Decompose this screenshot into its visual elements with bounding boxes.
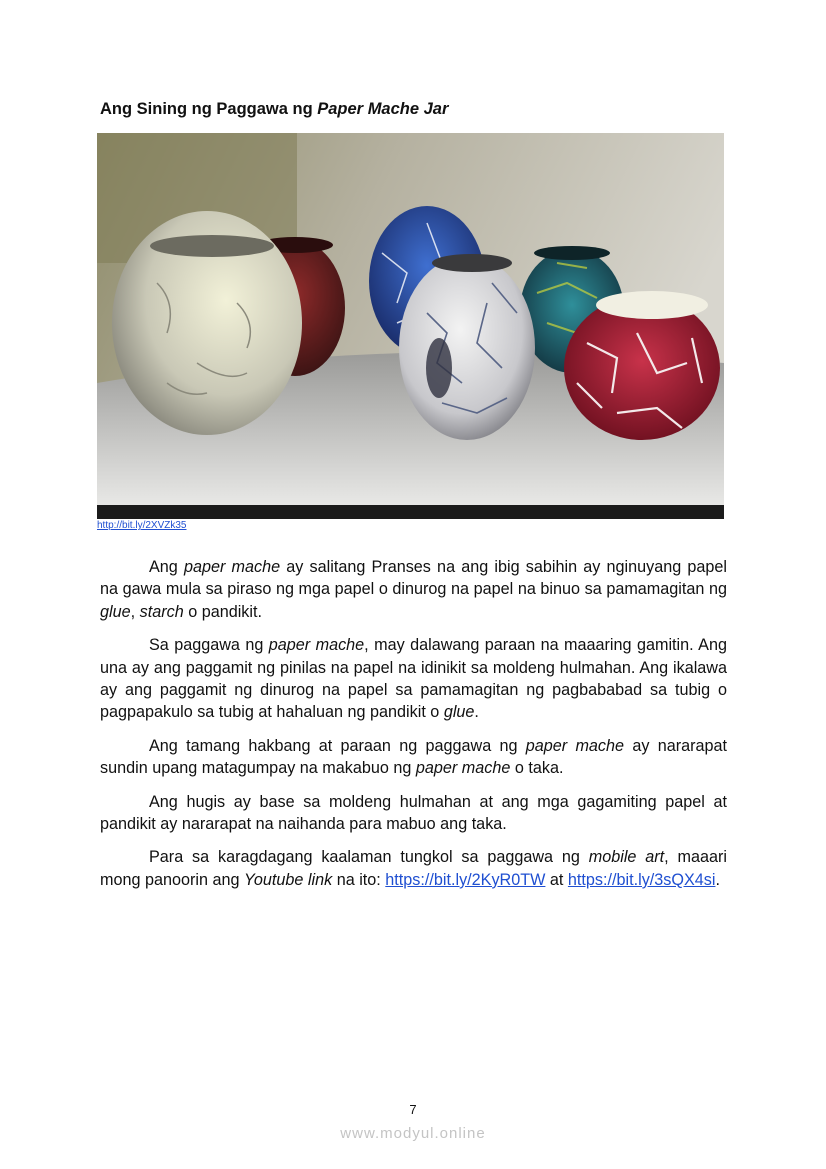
text-run: ay salitang Pranses na ang ibig sabihin ay nginuyang papel na gawa mula sa piraso ng mga papel o dinurog na papel na binuo sa pamamagitan ng bbox=[100, 558, 727, 599]
photo-illustration bbox=[97, 133, 724, 519]
italic-term: mobile art bbox=[588, 848, 665, 867]
text-run: . bbox=[474, 703, 479, 722]
text-run: . bbox=[715, 870, 720, 889]
italic-term: paper mache bbox=[525, 736, 625, 755]
page-title bbox=[100, 100, 448, 119]
italic-term: paper mache bbox=[183, 558, 281, 576]
text-run: Sa paggawa ng bbox=[149, 636, 269, 655]
title-text: Ang Sining ng Paggawa ng bbox=[100, 100, 318, 118]
text-run: na ito: bbox=[332, 870, 386, 889]
text-run: ay nararapat sundin upang matagumpay na makabuo ng bbox=[100, 736, 727, 778]
watermark: www.modyul.online bbox=[340, 1125, 486, 1142]
paragraph-2 bbox=[100, 634, 727, 724]
text-run: , may dalawang paraan na maaaring gamitin. Ang una ay ang paggamit ng pinilas na papel na idinikit sa moldeng hulmahan. Ang ikalawa ay ang paggamit ng dinurog na papel sa pamamagitan ng pagbababad sa tubig o pagpapakulo sa tubig at hahaluan ng pandikit o bbox=[100, 636, 727, 722]
image-source-link[interactable]: http://bit.ly/2XVZk35 bbox=[97, 520, 187, 531]
text-run: , maaari mong panoorin ang bbox=[100, 848, 727, 889]
text-run: o pandikit. bbox=[183, 602, 262, 621]
italic-term: glue bbox=[443, 703, 475, 722]
italic-term: paper mache bbox=[268, 636, 365, 655]
text-run: , bbox=[130, 602, 140, 621]
text-run: o taka. bbox=[510, 759, 564, 778]
paragraph-5 bbox=[100, 846, 727, 891]
youtube-link-1[interactable]: https://bit.ly/2KyR0TW bbox=[385, 870, 546, 889]
title-italic-text: Paper Mache Jar bbox=[317, 100, 449, 118]
italic-term: glue bbox=[100, 602, 131, 621]
article-body bbox=[100, 556, 727, 902]
page-number: 7 bbox=[409, 1102, 417, 1117]
paragraph-4 bbox=[100, 791, 727, 836]
italic-term: starch bbox=[139, 602, 184, 621]
paper-mache-jars-photo bbox=[97, 133, 724, 519]
paragraph-3 bbox=[100, 735, 727, 780]
youtube-link-2[interactable]: https://bit.ly/3sQX4si bbox=[567, 870, 716, 889]
italic-term: Youtube link bbox=[244, 870, 333, 889]
text-run: Ang bbox=[149, 558, 184, 576]
text-run: Ang tamang hakbang at paraan ng paggawa ng bbox=[149, 736, 526, 755]
text-run: Ang hugis ay base sa moldeng hulmahan at ang mga gagamiting papel at pandikit ay nararapat na naihanda para mabuo ang taka. bbox=[100, 792, 727, 834]
text-run: at bbox=[545, 870, 568, 889]
text-run: Para sa karagdagang kaalaman tungkol sa paggawa ng bbox=[149, 848, 589, 867]
paragraph-1 bbox=[100, 556, 727, 623]
italic-term: paper mache bbox=[415, 759, 511, 778]
